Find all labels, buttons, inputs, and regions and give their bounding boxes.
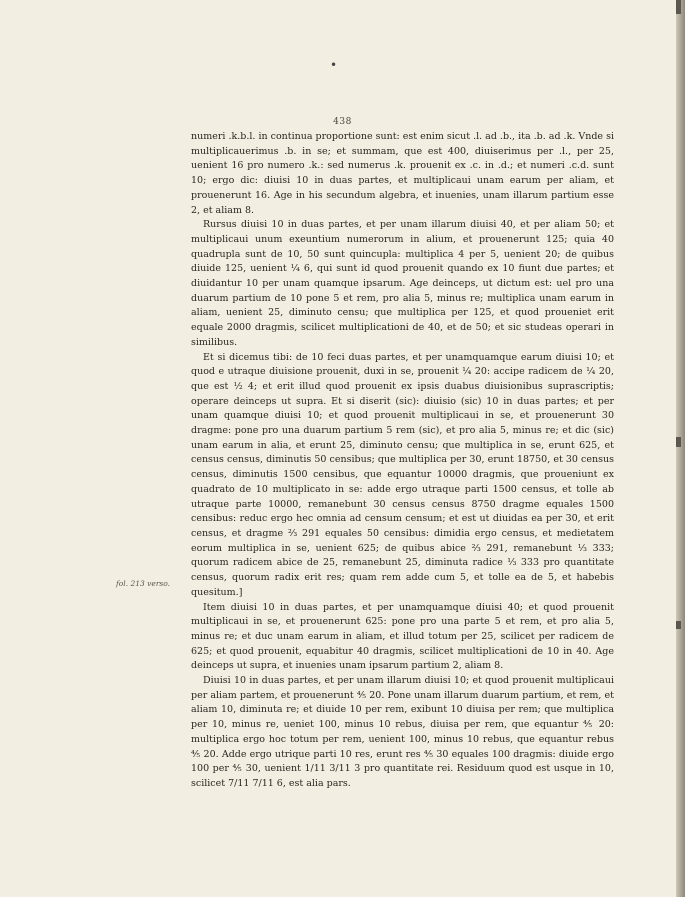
body-text: [191, 130, 614, 792]
page-number: 438: [333, 117, 352, 127]
binding-mark: [676, 437, 681, 447]
binding-mark: [676, 621, 681, 629]
binding-mark: [676, 0, 681, 14]
paragraph: numeri .k.b.l. in continua proportione sunt: est enim sicut .l. ad .b., ita .b. ad .k. Vnde si multiplicauerimus .b. in se; et summam, que est 400, diuiserimus per .l., per 25, uenient 16 pro numero .k.: sed numerus .k. prouenit ex .c. in .d.; et numeri .c.d. sunt 10; ergo dic: diuisi 10 in duas partes, et multiplicaui unam earum per aliam, et prouenerunt 16. Age in his secundum algebra, et inuenies, unam illarum partium esse 2, et aliam 8.: [191, 131, 614, 216]
top-mark: •: [330, 58, 338, 72]
page-edge: [676, 0, 685, 897]
paragraph: Et si dicemus tibi: de 10 feci duas partes, et per unamquamque earum diuisi 10; et quod e utraque diuisione prouenit, duxi in se, prouenit ¼ 20: accipe radicem de ¼ 20, que est ½ 4; et erit illud quod prouenit ex ipsis duabus diuisionibus suprascriptis; operare deinceps ut supra. Et si diserit (sic): diuisio (sic) 10 in duas partes; et per unam quamque diuisi 10; et quod prouenit multiplicaui in se, et prouenerunt 30 dragme: pone pro una duarum partium 5 rem (sic), et pro alia 5, minus re; et dic (sic) unam earum in alia, et erunt 25, diminuto censu; que multiplica in se, erunt 625, et census census, diminutis 50 censibus; que multiplica per 30, erunt 18750, et 30 census census, diminutis 1500 censibus, que equantur 10000 dragmis, que proueniunt ex quadrato de 10 multiplicato in se: adde ergo utraque parti 1500 census, et tolle ab utraque parte 10000, remanebunt 30 census census 8750 dragme equales 1500 censibus: reduc ergo hec omnia ad censum censum; et est ut diuidas ea per 30, et erit census, et dragme ⅔ 291 equales 50 censibus: dimidia ergo census, et medietatem eorum multiplica in se, uenient 625; de quibus abice ⅔ 291, remanebunt ⅓ 333; quorum radicem abice de 25, remanebunt 25, diminuta radice ⅓ 333 pro quantitate census, quorum radix erit res; quam rem adde cum 5, et tolle ea de 5, et habebis quesitum.]: [191, 351, 614, 598]
margin-note: fol. 213 verso.: [116, 579, 171, 588]
paragraph: Diuisi 10 in duas partes, et per unam illarum diuisi 10; et quod prouenit multiplicaui per aliam partem, et prouenerunt ⅘ 20. Pone unam illarum duarum partium, et rem, et aliam 10, diminuta re; et diuide 10 per rem, exibunt 10 diuisa per rem; que multiplica per 10, minus re, ueniet 100, minus 10 rebus, diuisa per rem, que equantur ⅘ 20: multiplica ergo hoc totum per rem, uenient 100, minus 10 rebus, que equantur rebus ⅘ 20. Adde ergo utrique parti 10 res, erunt res ⅘ 30 equales 100 dragmis: diuide ergo 100 per ⅘ 30, uenient 1/11 3/11 3 pro quantitate rei. Residuum quod est usque in 10, scilicet 7/11 7/11 6, est alia pars.: [191, 675, 614, 789]
paragraph: Item diuisi 10 in duas partes, et per unamquamque diuisi 40; et quod prouenit multiplicaui in se, et prouenerunt 625: pone pro una parte 5 et rem, et pro alia 5, minus re; et duc unam earum in aliam, et illud totum per 25, scilicet per radicem de 625; et quod prouenit, equabitur 40 dragmis, scilicet multiplicationi de 10 in 40. Age deinceps ut supra, et inuenies unam ipsarum partium 2, aliam 8.: [191, 601, 614, 672]
paragraph: Rursus diuisi 10 in duas partes, et per unam illarum diuisi 40, et per aliam 50; et multiplicaui unum exeuntium numerorum in alium, et prouenerunt 125; quia 40 quadrupla sunt de 10, 50 sunt quincupla: multiplica 4 per 5, uenient 20; de quibus diuide 125, uenient ¼ 6, qui sunt id quod prouenit quando ex 10 fiunt due partes; et diuidantur 10 per unam quamque ipsarum. Age deinceps, ut dictum est: uel pro una duarum partium de 10 pone 5 et rem, pro alia 5, minus re; multiplica unam earum in aliam, uenient 25, diminuto censu; que multiplica per 125, et quod proueniet erit equale 2000 dragmis, scilicet multiplicationi de 40, et de 50; et sic studeas operari in similibus.: [191, 219, 614, 348]
